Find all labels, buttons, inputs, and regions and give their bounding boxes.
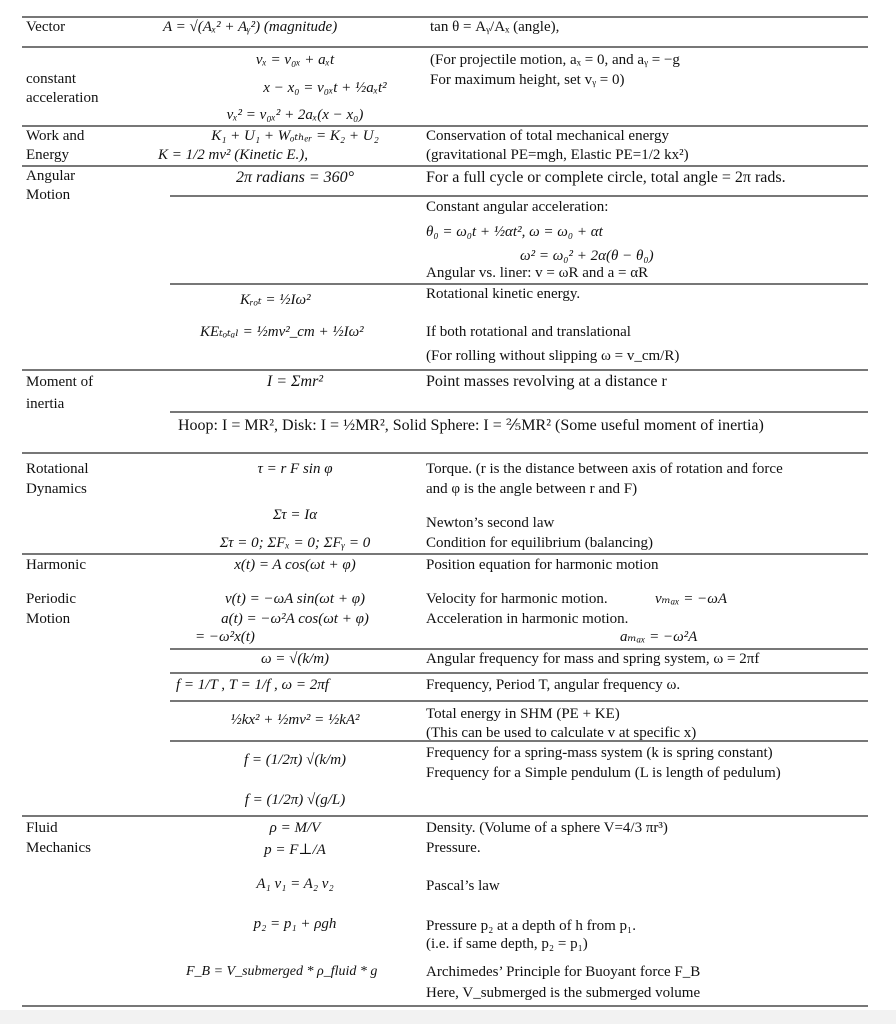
note: (For rolling without slipping ω = v_cm/R) [426,348,680,364]
note: Pressure p₂ at a depth of h from p₁. [426,918,636,934]
row-label: Vector [26,19,66,35]
note: Conservation of total mechanical energy [426,128,669,144]
note: aₘₐₓ = −ω²A [620,629,698,645]
note: vₘₐₓ = −ωA [655,591,728,607]
row-label: Fluid [26,820,58,836]
formula: a(t) = −ω²A cos(ωt + φ) [221,611,369,627]
rule [22,46,868,48]
row-label: Work and [26,128,85,144]
row-label: Motion [26,187,71,203]
note: Point masses revolving at a distance r [426,373,667,390]
formula: ω = √(k/m) [260,651,330,667]
row-label: Periodic [26,591,76,607]
formula: I = Σmr² [266,373,324,390]
formula: v(t) = −ωA sin(ωt + φ) [225,591,365,607]
formula: x − x₀ = v₀ₓt + ½aₓt² [263,80,387,96]
row-label: Motion [26,611,71,627]
row-label: Moment of [26,374,94,390]
rule [22,165,868,167]
note: Frequency, Period T, angular frequency ω. [426,677,681,693]
note: (This can be used to calculate v at specific x) [426,725,697,741]
formula: A = √(Aₓ² + Aᵧ²) (magnitude) [163,19,338,35]
rule [170,411,868,413]
note: If both rotational and translational [426,324,631,340]
row-label: Mechanics [26,840,91,856]
row-label: acceleration [26,90,99,106]
formula: ½kx² + ½mv² = ½kA² [230,712,360,728]
note: Frequency for a spring-mass system (k is spring constant) [426,745,773,761]
formula: 2π radians = 360° [235,169,355,186]
formula: τ = r F sin φ [257,461,333,477]
row-label: constant [26,71,76,87]
formula: = −ω²x(t) [195,629,255,645]
formula: K₁ + U₁ + Wₒₜₕₑᵣ = K₂ + U₂ [211,128,379,144]
note: Pressure. [426,840,481,856]
formula: Στ = Iα [272,507,318,523]
note: For maximum height, set vᵧ = 0) [430,72,625,88]
formula: f = 1/T , T = 1/f , ω = 2πf [176,677,329,693]
note: Newton’s second law [426,515,555,531]
note: tan θ = Aᵧ/Aₓ (angle), [430,19,560,35]
note: Frequency for a Simple pendulum (L is length of pedulum) [426,765,781,781]
note: (gravitational PE=mgh, Elastic PE=1/2 kx²) [426,147,689,163]
row-label: Rotational [26,461,89,477]
row-label: Dynamics [26,481,87,497]
note: (For projectile motion, aₓ = 0, and aᵧ = −g [430,52,680,68]
note: Acceleration in harmonic motion. [426,611,629,627]
note: Total energy in SHM (PE + KE) [426,706,620,722]
note: (i.e. if same depth, p₂ = p₁) [426,936,588,952]
row-label: Angular [26,168,76,184]
formula: Στ = 0; ΣFₓ = 0; ΣFᵧ = 0 [219,535,371,551]
formula: x(t) = A cos(ωt + φ) [234,557,356,573]
rule [170,672,868,674]
rule [22,1005,868,1007]
formula: KEₜₒₜₐₗ = ½mv²_cm + ½Iω² [200,324,364,340]
formula: A₁ v₁ = A₂ v₂ [256,876,334,892]
note: Constant angular acceleration: [426,199,609,215]
row-label: Harmonic [26,557,86,573]
note: Density. (Volume of a sphere V=4/3 πr³) [426,820,668,836]
formula: ρ = M/V [269,820,321,836]
note: Torque. (r is the distance between axis of rotation and force [426,461,783,477]
note: Pascal’s law [426,878,500,894]
formula: Kᵣₒₜ = ½Iω² [240,292,311,308]
formula: F_B = V_submerged * ρ_fluid * g [186,964,378,979]
row-label: inertia [26,396,65,412]
formula: p₂ = p₁ + ρgh [253,916,337,932]
formula: f = (1/2π) √(g/L) [244,792,346,808]
rule [22,452,868,454]
rule [170,700,868,702]
formula: K = 1/2 mv² (Kinetic E.), [158,147,309,163]
rule [22,369,868,371]
note: Angular frequency for mass and spring system, ω = 2πf [426,651,760,667]
row-label: Energy [26,147,70,163]
note: Angular vs. liner: v = ωR and a = αR [426,265,649,281]
note: θ₀ = ω₀t + ½αt², ω = ω₀ + αt [426,224,603,240]
note: Velocity for harmonic motion. [426,591,608,607]
note: Archimedes’ Principle for Buoyant force F_B [426,964,701,980]
rule [22,815,868,817]
note: Position equation for harmonic motion [426,557,659,573]
note: Rotational kinetic energy. [426,286,581,302]
formula: vₓ = v₀ₓ + aₓt [255,52,335,68]
formula: p = F⊥/A [264,842,326,858]
page-bottom-margin [0,1010,896,1024]
note: Condition for equilibrium (balancing) [426,535,654,551]
note: Here, V_submerged is the submerged volume [426,985,701,1001]
formula: vₓ² = v₀ₓ² + 2aₓ(x − x₀) [226,107,364,123]
formula: f = (1/2π) √(k/m) [243,752,347,768]
useful-moments: Hoop: I = MR², Disk: I = ½MR², Solid Sphere: I = ⅖MR² (Some useful moment of inertia) [178,417,764,434]
note: For a full cycle or complete circle, total angle = 2π rads. [426,169,786,186]
note: ω² = ω₀² + 2α(θ − θ₀) [520,248,654,264]
note: and φ is the angle between r and F) [426,481,638,497]
